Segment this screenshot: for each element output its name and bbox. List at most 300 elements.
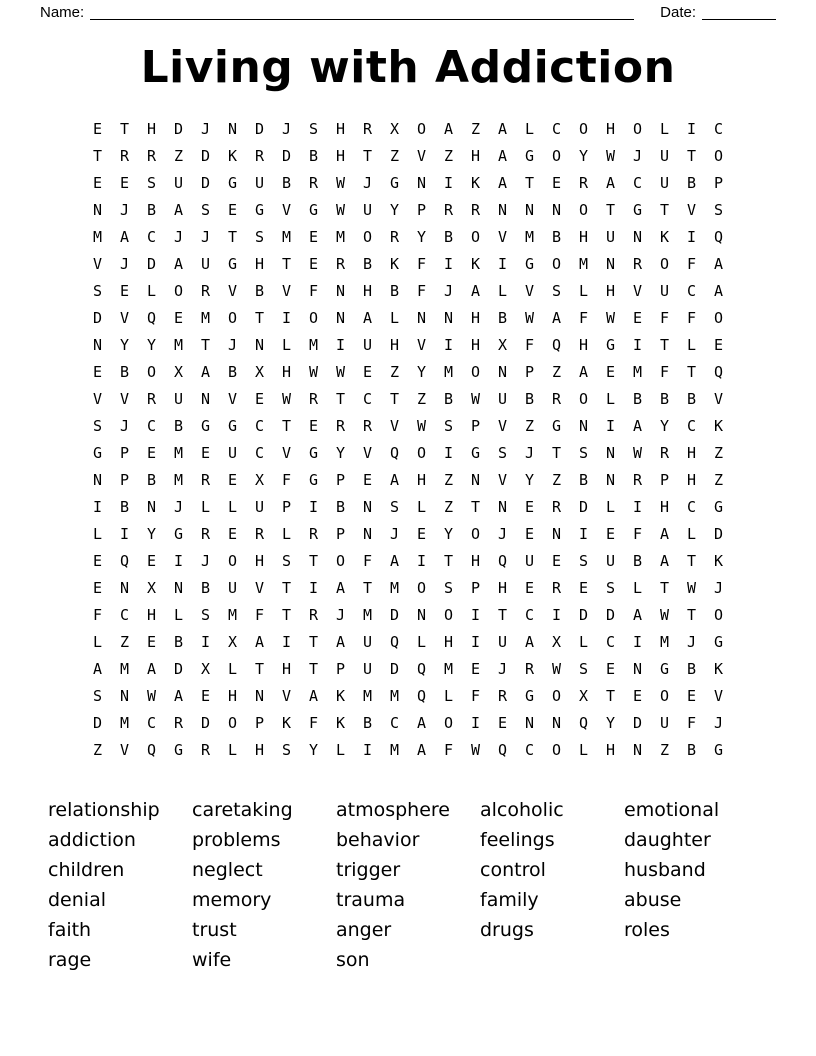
grid-letter: L <box>281 335 292 354</box>
grid-letter: I <box>470 632 481 651</box>
grid-letter: A <box>416 713 427 732</box>
grid-letter: O <box>362 227 373 246</box>
grid-letter: C <box>686 416 697 435</box>
grid-letter: R <box>659 443 670 462</box>
grid-letter: C <box>686 497 697 516</box>
grid-letter: I <box>443 254 454 273</box>
grid-letter: F <box>524 335 535 354</box>
grid-letter: B <box>227 362 238 381</box>
grid-letter: S <box>389 497 400 516</box>
word-list-item: faith <box>48 919 92 941</box>
grid-letter: M <box>92 227 103 246</box>
grid-letter: W <box>281 389 292 408</box>
grid-letter: F <box>632 524 643 543</box>
grid-letter: C <box>524 605 535 624</box>
grid-letter: P <box>470 578 481 597</box>
grid-letter: S <box>551 281 562 300</box>
grid-letter: F <box>686 308 697 327</box>
grid-letter: P <box>335 524 346 543</box>
grid-letter: S <box>443 578 454 597</box>
grid-letter: V <box>119 740 130 759</box>
grid-letter: G <box>632 200 643 219</box>
grid-letter: N <box>254 686 265 705</box>
grid-letter: Z <box>659 740 670 759</box>
grid-letter: D <box>389 659 400 678</box>
grid-letter: B <box>389 281 400 300</box>
grid-letter: X <box>173 362 184 381</box>
grid-letter: L <box>659 119 670 138</box>
grid-letter: J <box>119 200 130 219</box>
grid-letter: L <box>605 497 616 516</box>
grid-letter: B <box>632 551 643 570</box>
grid-letter: T <box>497 605 508 624</box>
grid-letter: N <box>92 470 103 489</box>
grid-letter: U <box>362 200 373 219</box>
grid-letter: E <box>470 659 481 678</box>
grid-letter: I <box>119 524 130 543</box>
grid-letter: O <box>470 227 481 246</box>
grid-letter: B <box>362 254 373 273</box>
grid-letter: E <box>92 119 103 138</box>
grid-letter: T <box>686 551 697 570</box>
grid-letter: T <box>308 632 319 651</box>
grid-letter: R <box>308 389 319 408</box>
grid-letter: U <box>497 632 508 651</box>
grid-letter: A <box>173 200 184 219</box>
grid-letter: E <box>362 362 373 381</box>
grid-letter: V <box>362 443 373 462</box>
grid-letter: L <box>416 632 427 651</box>
grid-letter: H <box>578 227 589 246</box>
grid-letter: U <box>254 497 265 516</box>
grid-letter: U <box>200 254 211 273</box>
grid-letter: T <box>389 389 400 408</box>
grid-letter: Q <box>497 551 508 570</box>
grid-letter: O <box>578 200 589 219</box>
grid-letter: B <box>686 173 697 192</box>
grid-letter: Q <box>146 308 157 327</box>
grid-letter: R <box>497 686 508 705</box>
grid-letter: E <box>605 659 616 678</box>
grid-letter: G <box>551 416 562 435</box>
grid-letter: E <box>227 200 238 219</box>
grid-letter: T <box>659 335 670 354</box>
grid-letter: N <box>92 335 103 354</box>
grid-letter: A <box>443 119 454 138</box>
grid-letter: C <box>389 713 400 732</box>
grid-letter: L <box>146 281 157 300</box>
grid-letter: S <box>92 281 103 300</box>
grid-letter: B <box>686 659 697 678</box>
word-list-item: abuse <box>624 889 682 911</box>
grid-letter: R <box>146 146 157 165</box>
grid-letter: Z <box>173 146 184 165</box>
grid-letter: B <box>119 497 130 516</box>
grid-letter: A <box>254 632 265 651</box>
grid-letter: E <box>119 173 130 192</box>
grid-letter: N <box>551 524 562 543</box>
date-label: Date: <box>660 4 696 21</box>
grid-letter: F <box>308 713 319 732</box>
grid-letter: R <box>254 146 265 165</box>
grid-letter: A <box>659 551 670 570</box>
grid-letter: J <box>713 713 724 732</box>
grid-letter: A <box>632 416 643 435</box>
grid-letter: M <box>632 362 643 381</box>
grid-letter: O <box>227 713 238 732</box>
grid-letter: K <box>281 713 292 732</box>
grid-letter: A <box>497 119 508 138</box>
word-list-item: son <box>336 949 370 971</box>
grid-letter: U <box>173 389 184 408</box>
grid-letter: D <box>200 713 211 732</box>
grid-letter: B <box>200 578 211 597</box>
grid-letter: G <box>524 146 535 165</box>
grid-letter: K <box>335 713 346 732</box>
grid-letter: N <box>416 605 427 624</box>
grid-letter: R <box>173 713 184 732</box>
grid-letter: G <box>227 254 238 273</box>
grid-letter: X <box>389 119 400 138</box>
grid-letter: H <box>389 335 400 354</box>
grid-letter: J <box>524 443 535 462</box>
grid-letter: U <box>173 173 184 192</box>
grid-letter: N <box>551 200 562 219</box>
grid-letter: O <box>713 146 724 165</box>
grid-letter: P <box>119 470 130 489</box>
grid-letter: W <box>146 686 157 705</box>
grid-letter: W <box>524 308 535 327</box>
grid-letter: M <box>200 308 211 327</box>
grid-letter: H <box>335 119 346 138</box>
grid-letter: J <box>227 335 238 354</box>
grid-letter: Z <box>443 146 454 165</box>
grid-letter: N <box>173 578 184 597</box>
grid-letter: O <box>551 146 562 165</box>
grid-letter: B <box>254 281 265 300</box>
grid-letter: V <box>281 281 292 300</box>
grid-letter: U <box>605 551 616 570</box>
grid-letter: H <box>254 254 265 273</box>
grid-letter: X <box>551 632 562 651</box>
grid-letter: N <box>254 335 265 354</box>
grid-letter: H <box>605 119 616 138</box>
grid-letter: X <box>578 686 589 705</box>
grid-letter: M <box>335 227 346 246</box>
grid-letter: A <box>119 227 130 246</box>
grid-letter: K <box>470 173 481 192</box>
word-search-grid <box>0 115 816 763</box>
grid-letter: W <box>659 605 670 624</box>
grid-letter: U <box>659 146 670 165</box>
grid-letter: M <box>308 335 319 354</box>
grid-letter: L <box>578 740 589 759</box>
grid-letter: R <box>443 200 454 219</box>
grid-letter: J <box>173 227 184 246</box>
grid-letter: M <box>119 659 130 678</box>
grid-letter: B <box>686 389 697 408</box>
grid-letter: I <box>281 632 292 651</box>
grid-letter: M <box>389 578 400 597</box>
grid-letter: U <box>362 659 373 678</box>
grid-letter: S <box>200 200 211 219</box>
grid-letter: B <box>335 497 346 516</box>
grid-letter: F <box>308 281 319 300</box>
grid-letter: F <box>659 362 670 381</box>
grid-letter: E <box>551 173 562 192</box>
grid-letter: E <box>308 254 319 273</box>
grid-letter: L <box>227 497 238 516</box>
grid-letter: O <box>551 254 562 273</box>
grid-letter: A <box>605 173 616 192</box>
grid-letter: R <box>470 200 481 219</box>
grid-letter: B <box>119 362 130 381</box>
grid-letter: N <box>632 659 643 678</box>
grid-letter: S <box>578 551 589 570</box>
grid-letter: I <box>362 740 373 759</box>
grid-letter: Q <box>416 659 427 678</box>
grid-letter: R <box>551 497 562 516</box>
grid-letter: H <box>146 605 157 624</box>
grid-letter: R <box>632 470 643 489</box>
grid-letter: V <box>416 335 427 354</box>
grid-letter: B <box>281 173 292 192</box>
grid-letter: N <box>335 308 346 327</box>
grid-letter: A <box>362 308 373 327</box>
grid-letter: V <box>524 281 535 300</box>
grid-letter: N <box>416 173 427 192</box>
grid-letter: V <box>227 281 238 300</box>
grid-letter: Y <box>146 335 157 354</box>
grid-letter: G <box>254 200 265 219</box>
grid-letter: G <box>308 470 319 489</box>
grid-letter: M <box>524 227 535 246</box>
grid-letter: Z <box>470 119 481 138</box>
grid-letter: N <box>146 497 157 516</box>
grid-letter: W <box>335 362 346 381</box>
grid-letter: W <box>686 578 697 597</box>
grid-letter: G <box>173 524 184 543</box>
grid-letter: N <box>632 740 643 759</box>
grid-letter: U <box>497 389 508 408</box>
grid-letter: F <box>362 551 373 570</box>
grid-letter: O <box>443 713 454 732</box>
grid-letter: A <box>497 173 508 192</box>
grid-letter: O <box>551 740 562 759</box>
grid-letter: V <box>713 686 724 705</box>
grid-letter: P <box>470 416 481 435</box>
grid-letter: I <box>470 605 481 624</box>
word-list-column <box>336 795 480 975</box>
grid-letter: O <box>335 551 346 570</box>
grid-letter: P <box>524 362 535 381</box>
word-list-item: behavior <box>336 829 420 851</box>
grid-letter: W <box>335 200 346 219</box>
grid-letter: Q <box>146 740 157 759</box>
grid-letter: H <box>659 497 670 516</box>
grid-letter: S <box>281 551 292 570</box>
grid-letter: I <box>443 173 454 192</box>
grid-letter: J <box>497 524 508 543</box>
grid-letter: N <box>605 443 616 462</box>
grid-letter: Q <box>578 713 589 732</box>
word-list-column <box>192 795 336 975</box>
grid-letter: V <box>227 389 238 408</box>
word-list-item: trauma <box>336 889 406 911</box>
grid-letter: G <box>713 740 724 759</box>
grid-letter: V <box>497 227 508 246</box>
grid-letter: A <box>578 362 589 381</box>
grid-letter: P <box>713 173 724 192</box>
grid-letter: H <box>281 362 292 381</box>
grid-letter: P <box>254 713 265 732</box>
grid-letter: Y <box>119 335 130 354</box>
grid-letter: U <box>659 173 670 192</box>
word-list-item: roles <box>624 919 670 941</box>
grid-letter: D <box>254 119 265 138</box>
grid-letter: M <box>389 686 400 705</box>
grid-letter: Z <box>551 362 562 381</box>
grid-letter: D <box>713 524 724 543</box>
grid-letter: A <box>524 632 535 651</box>
grid-letter: R <box>551 389 562 408</box>
word-list-column <box>624 795 768 975</box>
grid-letter: C <box>254 443 265 462</box>
grid-letter: V <box>281 443 292 462</box>
grid-letter: T <box>200 335 211 354</box>
grid-letter: C <box>524 740 535 759</box>
grid-letter: V <box>254 578 265 597</box>
grid-letter: E <box>605 362 616 381</box>
grid-letter: A <box>146 659 157 678</box>
grid-letter: Y <box>308 740 319 759</box>
grid-letter: T <box>605 200 616 219</box>
grid-letter: N <box>551 713 562 732</box>
grid-letter: F <box>578 308 589 327</box>
grid-letter: S <box>578 443 589 462</box>
word-list-item: caretaking <box>192 799 293 821</box>
grid-letter: Z <box>524 416 535 435</box>
grid-letter: L <box>281 524 292 543</box>
word-list-column <box>480 795 624 975</box>
grid-letter: L <box>686 524 697 543</box>
grid-letter: R <box>578 173 589 192</box>
grid-letter: M <box>362 605 373 624</box>
grid-letter: G <box>524 254 535 273</box>
grid-letter: R <box>200 740 211 759</box>
grid-letter: N <box>362 524 373 543</box>
grid-letter: J <box>389 524 400 543</box>
grid-letter: E <box>713 335 724 354</box>
grid-letter: A <box>335 578 346 597</box>
grid-letter: G <box>713 632 724 651</box>
grid-letter: J <box>713 578 724 597</box>
grid-letter: K <box>659 227 670 246</box>
grid-letter: V <box>92 254 103 273</box>
word-list-item: husband <box>624 859 706 881</box>
grid-letter: Y <box>578 146 589 165</box>
grid-letter: S <box>146 173 157 192</box>
grid-letter: A <box>416 740 427 759</box>
grid-letter: A <box>551 308 562 327</box>
grid-letter: V <box>632 281 643 300</box>
grid-letter: S <box>92 416 103 435</box>
grid-letter: H <box>335 146 346 165</box>
grid-letter: I <box>416 551 427 570</box>
grid-letter: L <box>389 308 400 327</box>
grid-letter: W <box>335 173 346 192</box>
grid-letter: H <box>416 470 427 489</box>
grid-letter: E <box>524 497 535 516</box>
puzzle-title: Living with Addiction <box>140 42 676 93</box>
grid-letter: B <box>686 740 697 759</box>
grid-letter: Q <box>389 443 400 462</box>
grid-letter: I <box>308 578 319 597</box>
grid-letter: H <box>470 335 481 354</box>
grid-letter: E <box>254 389 265 408</box>
grid-letter: F <box>92 605 103 624</box>
grid-letter: B <box>173 632 184 651</box>
grid-letter: T <box>254 308 265 327</box>
grid-letter: G <box>308 443 319 462</box>
grid-letter: F <box>470 686 481 705</box>
grid-letter: O <box>227 551 238 570</box>
grid-letter: N <box>524 200 535 219</box>
grid-letter: L <box>443 686 454 705</box>
word-list-item: trust <box>192 919 237 941</box>
grid-letter: W <box>470 389 481 408</box>
grid-letter: Y <box>605 713 616 732</box>
grid-letter: F <box>443 740 454 759</box>
grid-letter: R <box>632 254 643 273</box>
grid-letter: S <box>578 659 589 678</box>
grid-letter: S <box>254 227 265 246</box>
grid-letter: O <box>416 578 427 597</box>
grid-letter: J <box>686 632 697 651</box>
grid-letter: I <box>173 551 184 570</box>
grid-letter: P <box>281 497 292 516</box>
grid-letter: E <box>578 578 589 597</box>
grid-letter: V <box>281 200 292 219</box>
grid-letter: N <box>119 686 130 705</box>
grid-letter: M <box>281 227 292 246</box>
grid-letter: O <box>173 281 184 300</box>
grid-letter: T <box>281 254 292 273</box>
grid-letter: B <box>659 389 670 408</box>
grid-letter: A <box>173 254 184 273</box>
word-list-item: neglect <box>192 859 263 881</box>
grid-letter: H <box>605 740 616 759</box>
grid-letter: I <box>443 443 454 462</box>
grid-letter: E <box>92 173 103 192</box>
grid-letter: V <box>497 470 508 489</box>
grid-letter: E <box>605 524 616 543</box>
grid-letter: D <box>173 659 184 678</box>
grid-letter: G <box>92 443 103 462</box>
grid-letter: U <box>362 632 373 651</box>
grid-letter: O <box>227 308 238 327</box>
grid-letter: Y <box>335 443 346 462</box>
grid-letter: G <box>659 659 670 678</box>
word-list-item: emotional <box>624 799 720 821</box>
grid-letter: V <box>119 308 130 327</box>
word-list-item: relationship <box>48 799 160 821</box>
grid-letter: N <box>200 389 211 408</box>
grid-letter: Q <box>497 740 508 759</box>
grid-letter: U <box>227 578 238 597</box>
grid-letter: N <box>605 470 616 489</box>
grid-letter: Y <box>524 470 535 489</box>
